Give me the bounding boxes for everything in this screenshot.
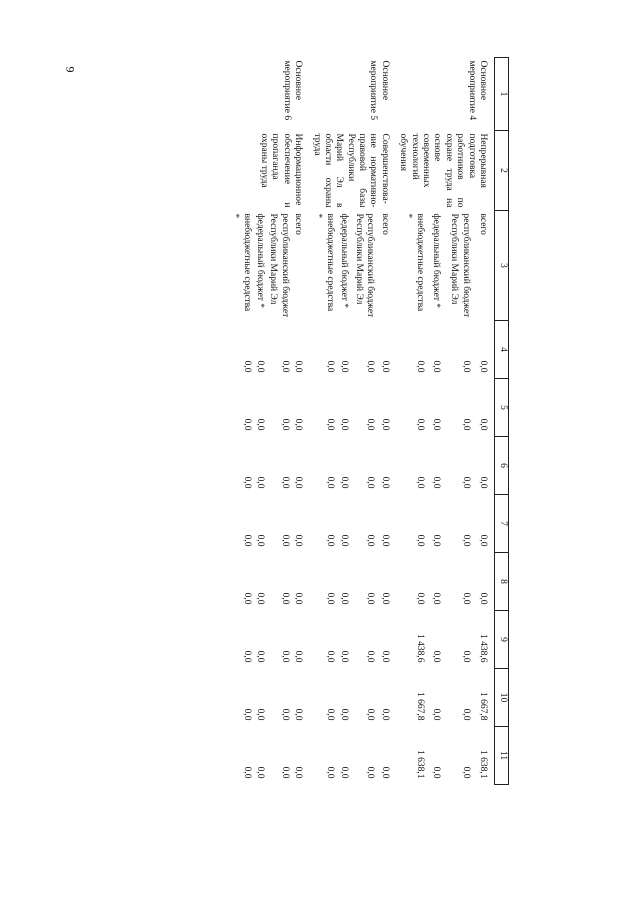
value-cell-col-11: 0,0 [460,766,471,779]
value-cell-col-10: 0,0 [365,708,376,721]
value-cell-col-8: 0,0 [414,592,425,605]
value-cell-col-11: 0,0 [324,766,335,779]
value-cell-col-7: 0,0 [430,534,441,547]
value-cell-col-10: 0,0 [379,708,390,721]
column-header-3: 3 [495,211,509,321]
value-cell-col-9: 0,0 [279,650,290,663]
funding-source: республиканский бюджет Республики Марий Эл [353,213,376,318]
value-cell-col-10: 0,0 [293,708,304,721]
value-cell-col-5: 0,0 [430,418,441,431]
funding-source: федеральный бюджет * [254,213,265,309]
value-cell-col-6: 0,0 [279,476,290,489]
value-cell-col-5: 0,0 [460,418,471,431]
column-header-6: 6 [495,437,509,495]
table-row [291,58,309,785]
value-cell-col-11: 0,0 [365,766,376,779]
funding-source: всего [478,213,488,235]
value-cell-col-9: 0,0 [460,650,471,663]
value-cell-col-7: 0,0 [254,534,265,547]
value-cell-col-11: 0,0 [379,766,390,779]
value-cell-col-7: 0,0 [460,534,471,547]
value-cell-col-4: 0,0 [460,360,471,373]
value-cell-col-9: 0,0 [241,650,252,663]
value-cell-col-10: 0,0 [460,708,471,721]
value-cell-col-7: 0,0 [279,534,290,547]
value-cell-col-4: 0,0 [478,360,488,373]
funding-source: внебюджетные средства * [403,213,425,312]
value-cell-col-10: 0,0 [338,708,349,721]
value-cell-col-5: 0,0 [338,418,349,431]
value-cell-col-5: 0,0 [254,418,265,431]
header-row [495,58,509,785]
funding-table [228,57,509,785]
value-cell-col-11: 0,0 [279,766,290,779]
value-cell-col-4: 0,0 [254,360,265,373]
value-cell-col-4: 0,0 [430,360,441,373]
table-body [228,58,495,785]
value-cell-col-8: 0,0 [365,592,376,605]
value-cell-col-8: 0,0 [324,592,335,605]
value-cell-col-5: 0,0 [414,418,425,431]
value-cell-col-11: 0,0 [338,766,349,779]
value-cell-col-4: 0,0 [324,360,335,373]
value-cell-col-11: 0,0 [293,766,304,779]
column-header-9: 9 [495,611,509,669]
value-cell-col-9: 1 438,6 [414,634,425,663]
value-cell-col-11: 1 638,1 [478,750,488,779]
value-cell-col-4: 0,0 [365,360,376,373]
value-cell-col-4: 0,0 [414,360,425,373]
value-cell-col-6: 0,0 [379,476,390,489]
value-cell-col-4: 0,0 [279,360,290,373]
value-cell-col-8: 0,0 [379,592,390,605]
column-header-10: 10 [495,669,509,727]
value-cell-col-6: 0,0 [478,476,488,489]
value-cell-col-10: 0,0 [254,708,265,721]
value-cell-col-8: 0,0 [279,592,290,605]
value-cell-col-6: 0,0 [365,476,376,489]
column-header-1: 1 [495,58,509,131]
value-cell-col-11: 0,0 [241,766,252,779]
value-cell-col-7: 0,0 [241,534,252,547]
value-cell-col-9: 0,0 [293,650,304,663]
event-description: Информационное обеспечение и пропаганда охраны труда [258,133,304,208]
event-description: Непрерывная подготовка работников по охране труда на основе современных технологий обучения [398,133,488,208]
value-cell-col-4: 0,0 [293,360,304,373]
table-row [472,58,495,785]
value-cell-col-6: 0,0 [241,476,252,489]
funding-source: всего [379,213,390,235]
value-cell-col-6: 0,0 [414,476,425,489]
value-cell-col-5: 0,0 [478,418,488,431]
value-cell-col-5: 0,0 [279,418,290,431]
value-cell-col-9: 0,0 [254,650,265,663]
column-header-11: 11 [495,727,509,785]
value-cell-col-7: 0,0 [478,534,488,547]
value-cell-col-4: 0,0 [241,360,252,373]
value-cell-col-7: 0,0 [365,534,376,547]
value-cell-col-8: 0,0 [241,592,252,605]
value-cell-col-9: 1 438,6 [478,634,488,663]
value-cell-col-9: 0,0 [338,650,349,663]
value-cell-col-6: 0,0 [254,476,265,489]
event-name: Основное мероприятие 5 [368,60,390,121]
value-cell-col-8: 0,0 [478,592,488,605]
value-cell-col-6: 0,0 [293,476,304,489]
value-cell-col-9: 0,0 [324,650,335,663]
value-cell-col-5: 0,0 [365,418,376,431]
value-cell-col-8: 0,0 [460,592,471,605]
funding-source: федеральный бюджет * [430,213,441,309]
funding-source: федеральный бюджет * [338,213,349,309]
funding-source: внебюджетные средства * [230,213,252,312]
funding-source: республиканский бюджет Республики Марий Эл [268,213,290,318]
value-cell-col-7: 0,0 [293,534,304,547]
funding-source: всего [293,213,304,235]
value-cell-col-8: 0,0 [430,592,441,605]
value-cell-col-7: 0,0 [414,534,425,547]
column-header-2: 2 [495,131,509,211]
value-cell-col-10: 0,0 [241,708,252,721]
value-cell-col-11: 1 638,1 [414,750,425,779]
value-cell-col-6: 0,0 [338,476,349,489]
value-cell-col-4: 0,0 [338,360,349,373]
value-cell-col-7: 0,0 [324,534,335,547]
value-cell-col-4: 0,0 [379,360,390,373]
value-cell-col-5: 0,0 [379,418,390,431]
column-header-7: 7 [495,495,509,553]
value-cell-col-7: 0,0 [379,534,390,547]
column-header-4: 4 [495,321,509,379]
value-cell-col-6: 0,0 [324,476,335,489]
value-cell-col-10: 0,0 [279,708,290,721]
value-cell-col-5: 0,0 [293,418,304,431]
column-header-5: 5 [495,379,509,437]
event-name: Основное мероприятие 6 [281,60,304,121]
value-cell-col-5: 0,0 [241,418,252,431]
funding-source: республиканский бюджет Республики Марий Эл [449,213,471,318]
value-cell-col-6: 0,0 [460,476,471,489]
value-cell-col-8: 0,0 [254,592,265,605]
value-cell-col-10: 1 667,8 [478,692,488,721]
value-cell-col-9: 0,0 [430,650,441,663]
value-cell-col-10: 1 667,8 [414,692,425,721]
value-cell-col-7: 0,0 [338,534,349,547]
value-cell-col-9: 0,0 [379,650,390,663]
value-cell-col-10: 0,0 [324,708,335,721]
column-header-8: 8 [495,553,509,611]
value-cell-col-8: 0,0 [293,592,304,605]
event-name: Основное мероприятие 4 [466,60,488,121]
table-row [376,58,396,785]
value-cell-col-6: 0,0 [430,476,441,489]
value-cell-col-9: 0,0 [365,650,376,663]
funding-source: внебюджетные средства * [313,213,335,312]
value-cell-col-5: 0,0 [324,418,335,431]
value-cell-col-10: 0,0 [430,708,441,721]
page-number: 9 [63,66,78,73]
value-cell-col-8: 0,0 [338,592,349,605]
event-description: Совершенствова-ние нормативно-правовой базы Республики Марий Эл в области охраны труда [311,133,390,208]
value-cell-col-11: 0,0 [430,766,441,779]
value-cell-col-11: 0,0 [254,766,265,779]
